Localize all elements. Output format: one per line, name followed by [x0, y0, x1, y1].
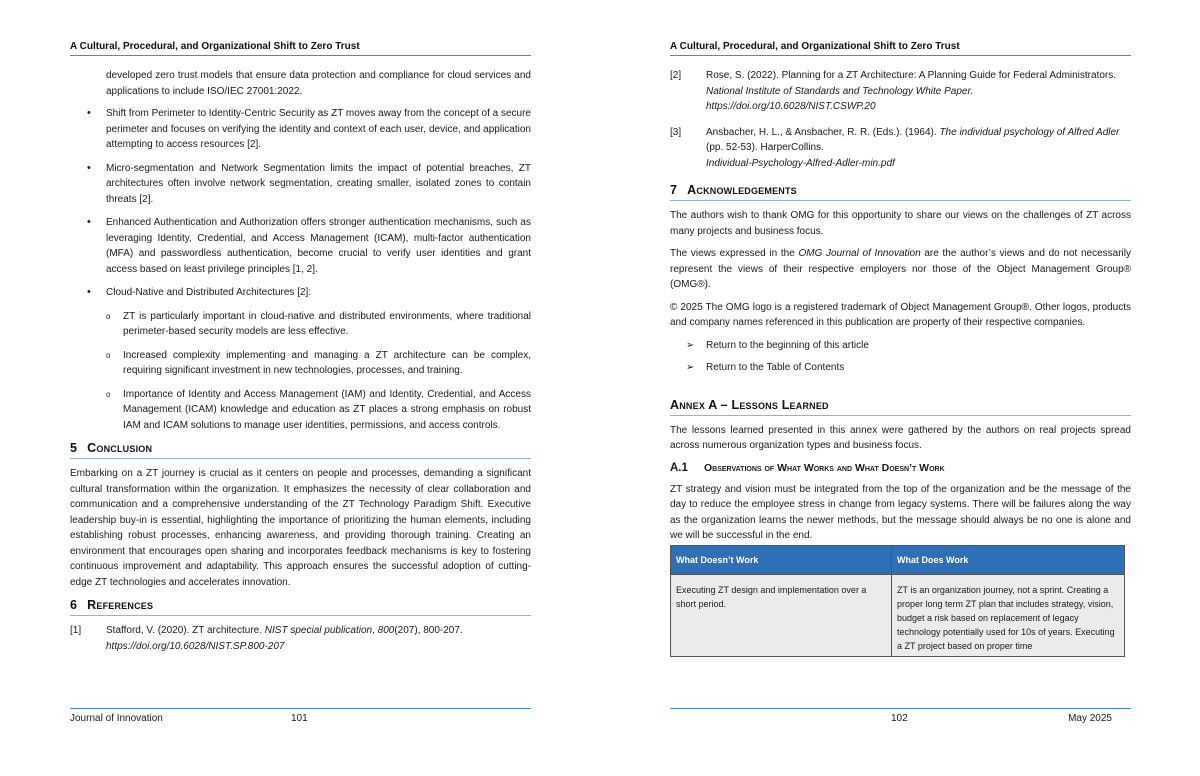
- footer: [70, 708, 531, 729]
- cell-does-work: ZT is an organization journey, not a sprint. Creating a proper long term ZT plan that includes strategy, vision, budget a risk based on replacement of legacy technology potentially used for 10s of years. Executing a ZT project based on proper time: [892, 574, 1125, 656]
- reference-3: [670, 125, 1131, 172]
- subsection-a1-heading: [670, 462, 1131, 474]
- section-title: Conclusion: [87, 441, 153, 455]
- references-heading: [70, 598, 531, 616]
- table-row: [671, 574, 1125, 656]
- section-number: 7: [670, 183, 678, 197]
- running-head: A Cultural, Procedural, and Organizational Shift to Zero Trust: [70, 41, 531, 56]
- ack-paragraph-1: The authors wish to thank OMG for this opportunity to share our views on the challenges of ZT across many projects and business focus.: [670, 210, 1131, 237]
- bullet-list: [70, 106, 531, 433]
- reference-separator: ,: [372, 625, 378, 636]
- bullet-item: [70, 285, 531, 433]
- reference-text: Rose, S. (2022). Planning for a ZT Architecture: A Planning Guide for Federal Administrators.: [706, 70, 1117, 81]
- reference-url-link[interactable]: https://doi.org/10.6028/NIST.CSWP.20: [706, 101, 876, 112]
- a1-paragraph: ZT strategy and vision must be integrated from the top of the organization and be the message of the day to reduce the employee stress in change from legacy systems. There will be failures along the way as the organization learns the newer methods, but the message should always be no one is alone and we will be successful in the end.: [670, 483, 1131, 541]
- footer: [670, 708, 1131, 729]
- bullet-item: • Shift from Perimeter to Identity-Centric Security as ZT moves away from the concept of a secure perimeter and focuses on verifying the identity and context of each user, device, and application attempting to access resources [2].: [70, 106, 531, 153]
- header-does-work: What Does Work: [892, 545, 1125, 574]
- table-header-row: [671, 545, 1125, 574]
- bullet-item: • Enhanced Authentication and Authorization offers stronger authentication mechanisms, such as leveraging Identity, Credential, and Access Management (ICAM), multi-factor authentication (MFA) and passwordless authentication, become crucial to verify user identities and grant access based on least privilege principles [1, 2].: [70, 215, 531, 277]
- ack-text: are the author’s views and do not necessarily represent the views of their respective employers nor those of the Object Management Group® (OMG®).: [670, 248, 1131, 290]
- acknowledgements-heading: [670, 183, 1131, 201]
- section-title: Acknowledgements: [687, 183, 797, 197]
- sub-bullet-item: o ZT is particularly important in cloud-native and distributed environments, where traditional perimeter-based security models are less effective.: [106, 309, 531, 340]
- reference-1: [70, 623, 531, 654]
- return-to-article-link[interactable]: Return to the beginning of this article: [706, 339, 869, 351]
- conclusion-heading: [70, 441, 531, 459]
- cell-doesnt-work: Executing ZT design and implementation over a short period.: [671, 574, 892, 656]
- footer-page-number: 102: [891, 713, 908, 724]
- reference-number: [1]: [70, 625, 82, 636]
- ack-paragraph-3: © 2025 The OMG logo is a registered trademark of Object Management Group®. Other logos, products and company names referenced in this publication are property of their respective companies.: [670, 301, 1131, 328]
- section-number: 6: [70, 598, 78, 612]
- section-title: References: [87, 598, 154, 612]
- reference-number: [2]: [670, 70, 682, 81]
- reference-number: [3]: [670, 126, 682, 138]
- reference-2: [670, 68, 1131, 115]
- reference-url-link[interactable]: https://doi.org/10.6028/NIST.SP.800-207: [106, 640, 285, 652]
- annex-intro: The lessons learned presented in this annex were gathered by the authors on real projects spread across numerous organization types and business focus.: [670, 424, 1131, 451]
- sub-bullet-list: [106, 309, 531, 434]
- reference-journal: NIST special publication: [264, 625, 373, 636]
- reference-journal: National Institute of Standards and Technology White Paper.: [706, 85, 974, 97]
- subsection-number: A.1: [670, 461, 688, 474]
- footer-journal: Journal of Innovation: [70, 713, 163, 724]
- footer-page-number: 101: [291, 713, 308, 724]
- reference-file-link[interactable]: Individual-Psychology-Alfred-Adler-min.pdf: [706, 157, 895, 169]
- lessons-table: [670, 545, 1125, 657]
- running-head: A Cultural, Procedural, and Organizational Shift to Zero Trust: [670, 41, 1131, 56]
- reference-book-title: The individual psychology of Alfred Adler: [939, 126, 1120, 138]
- sub-bullet-item: o Importance of Identity and Access Management (IAM) and Identity, Credential, and Access Management (ICAM) knowledge and education as ZT places a strong emphasis on robust IAM and ICAM solutions to manage user identities, permissions, and access controls.: [106, 387, 531, 434]
- subsection-title: Observations of What Works and What Doesn’t Work: [704, 461, 945, 474]
- ack-text: The views expressed in the: [670, 248, 799, 259]
- reference-issue: (207), 800-207.: [394, 625, 463, 636]
- header-doesnt-work: What Doesn’t Work: [671, 545, 892, 574]
- right-content: [670, 68, 1131, 657]
- sub-bullet-item: o Increased complexity implementing and managing a ZT architecture can be complex, requiring significant investment in new technologies, processes, and training.: [106, 348, 531, 379]
- navigation-links: [670, 338, 1131, 376]
- reference-text: Stafford, V. (2020). ZT architecture.: [106, 625, 265, 636]
- reference-publisher: (pp. 52-53). HarperCollins.: [706, 142, 824, 153]
- footer-date: May 2025: [1068, 713, 1112, 724]
- left-content: [70, 68, 531, 664]
- conclusion-paragraph: Embarking on a ZT journey is crucial as it centers on people and processes, demanding a significant cultural transformation within the organization. It emphasizes the necessity of clear collaboration and communication and a comprehensive understanding of the ZT Technology Paradigm Shift. Executive leadership buy-in is essential, highlighting the importance of prioritizing the human elements, including establishing robust processes, enhancing awareness, and providing thorough training. Creating an environment that encourages open sharing and incorporates feedback mechanisms is key to fostering continuous improvement and adaptability. This approach ensures the successful adoption of cutting-edge ZT technologies and accelerates innovation.: [70, 468, 531, 588]
- ack-paragraph-2: [670, 246, 1131, 293]
- ack-journal-name: OMG Journal of Innovation: [798, 248, 921, 259]
- return-to-toc-item: [670, 360, 1131, 376]
- bullet-item: • Micro-segmentation and Network Segmentation limits the impact of potential breaches, ZT architectures often involve network segmentation, creating smaller, isolated zones to contain threats [2].: [70, 161, 531, 208]
- intro-paragraph: developed zero trust models that ensure data protection and compliance for cloud services and applications to include ISO/IEC 27001:2022.: [106, 70, 531, 97]
- right-page: [600, 0, 1200, 776]
- annex-heading: Annex A – Lessons Learned: [670, 398, 1131, 416]
- return-to-article-item: [670, 338, 1131, 354]
- bullet-item-text: Cloud-Native and Distributed Architectures [2]:: [106, 287, 312, 298]
- reference-text: Ansbacher, H. L., & Ansbacher, R. R. (Eds.). (1964).: [706, 126, 940, 138]
- section-number: 5: [70, 441, 78, 455]
- reference-volume: 800: [377, 625, 395, 636]
- return-to-toc-link[interactable]: Return to the Table of Contents: [706, 362, 845, 373]
